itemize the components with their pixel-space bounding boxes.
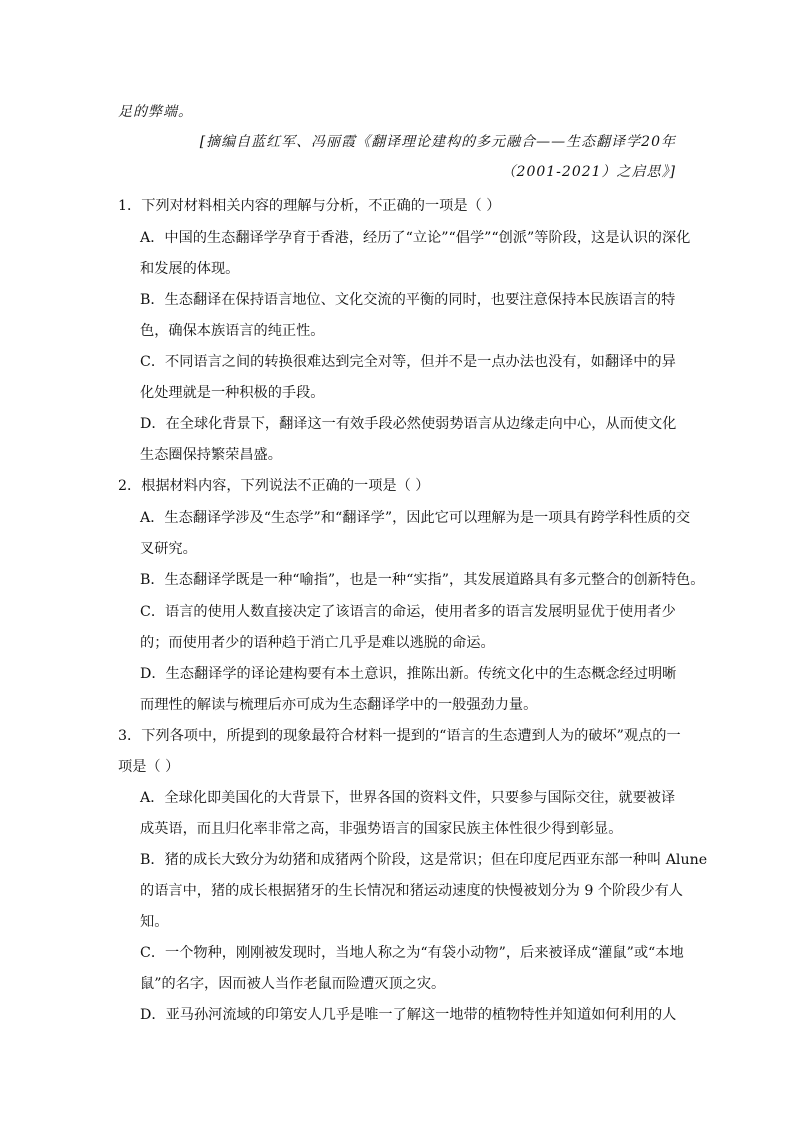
question-2-option-c	[140, 600, 680, 662]
option-line: 成英语，而且归化率非常之高，非强势语言的国家民族主体性很少得到彰显。	[140, 821, 623, 837]
option-line: 的语言中，猪的成长根据猪牙的生长情况和猪运动速度的快慢被划分为 9 个阶段少有人	[140, 883, 683, 899]
option-line: 叉研究。	[140, 541, 197, 557]
option-line: 鼠”的名字，因而被人当作老鼠而险遭灭顶之灾。	[140, 976, 446, 992]
option-line: B．生态翻译在保持语言地位、文化交流的平衡的同时，也要注意保持本民族语言的特	[140, 292, 676, 308]
option-line: C．语言的使用人数直接决定了该语言的命运，使用者多的语言发展明显优于使用者少	[140, 604, 676, 620]
question-1-stem-line-1: 1．下列对材料相关内容的理解与分析，不正确的一项是（ ）	[118, 198, 501, 214]
option-line: A．生态翻译学涉及“生态学”和“翻译学”，因此它可以理解为是一项具有跨学科性质的交	[140, 510, 691, 526]
option-line: D．亚马孙河流域的印第安人几乎是唯一了解这一地带的植物特性并知道如何利用的人	[140, 1007, 677, 1023]
question-3-option-c	[140, 941, 684, 1003]
option-line: A．中国的生态翻译学孕育于香港，经历了“立论”“倡学”“创派”等阶段，这是认识的深化	[140, 230, 691, 246]
question-2-stem-line-1: 2．根据材料内容，下列说法不正确的一项是（ ）	[118, 478, 430, 494]
question-1-option-b	[140, 288, 680, 350]
option-line: C．一个物种，刚刚被发现时，当地人称之为“有袋小动物”，后来被译成“灌鼠”或“本地	[140, 945, 684, 961]
question-1-option-c	[140, 350, 680, 412]
option-line: B．生态翻译学既是一种“喻指”，也是一种“实指”，其发展道路具有多元整合的创新特色。	[140, 572, 705, 588]
passage-tail: 足的弊端。	[118, 104, 193, 120]
option-line: A．全球化即美国化的大背景下，世界各国的资料文件，只要参与国际交往，就要被译	[140, 790, 676, 806]
option-line: B．猪的成长大致分为幼猪和成猪两个阶段，这是常识；但在印度尼西亚东部一种叫 Alune	[140, 852, 708, 868]
question-2-option-a	[140, 506, 691, 568]
option-line: 化处理就是一种积极的手段。	[140, 385, 325, 401]
option-line: 色，确保本族语言的纯正性。	[140, 323, 325, 339]
option-line: C．不同语言之间的转换很难达到完全对等，但并不是一点办法也没有，如翻译中的异	[140, 354, 676, 370]
question-2-option-d	[140, 662, 680, 724]
option-line: 和发展的体现。	[140, 261, 240, 277]
option-line: 生态圈保持繁荣昌盛。	[140, 447, 282, 463]
question-2-option-b	[140, 568, 705, 599]
question-3-stem	[118, 724, 681, 786]
question-3-option-a	[140, 786, 680, 848]
source-citation-line-1: [摘编自蓝红军、冯丽霞《翻译理论建构的多元融合——生态翻译学20年	[199, 134, 676, 150]
option-line: D．在全球化背景下，翻译这一有效手段必然使弱势语言从边缘走向中心，从而使文化	[140, 416, 677, 432]
source-citation-line-2: （2001-2021）之启思》]	[501, 164, 676, 180]
option-line: D．生态翻译学的译论建构要有本土意识，推陈出新。传统文化中的生态概念经过明晰	[140, 666, 677, 682]
option-line: 知。	[140, 914, 169, 930]
question-3-option-b	[140, 848, 708, 941]
question-1-option-d	[140, 412, 680, 474]
option-line: 的；而使用者少的语种趋于消亡几乎是难以逃脱的命运。	[140, 635, 495, 651]
question-3-stem-line-1: 3．下列各项中，所提到的现象最符合材料一提到的“语言的生态遭到人为的破坏”观点的一	[118, 728, 681, 744]
question-1-option-a	[140, 226, 691, 288]
option-line: 而理性的解读与梳理后亦可成为生态翻译学中的一般强劲力量。	[140, 697, 538, 713]
question-2-stem	[118, 474, 678, 505]
question-3-stem-line-2: 项是（ ）	[118, 759, 180, 775]
question-3-option-d	[140, 1003, 680, 1034]
question-1-stem	[118, 194, 678, 225]
